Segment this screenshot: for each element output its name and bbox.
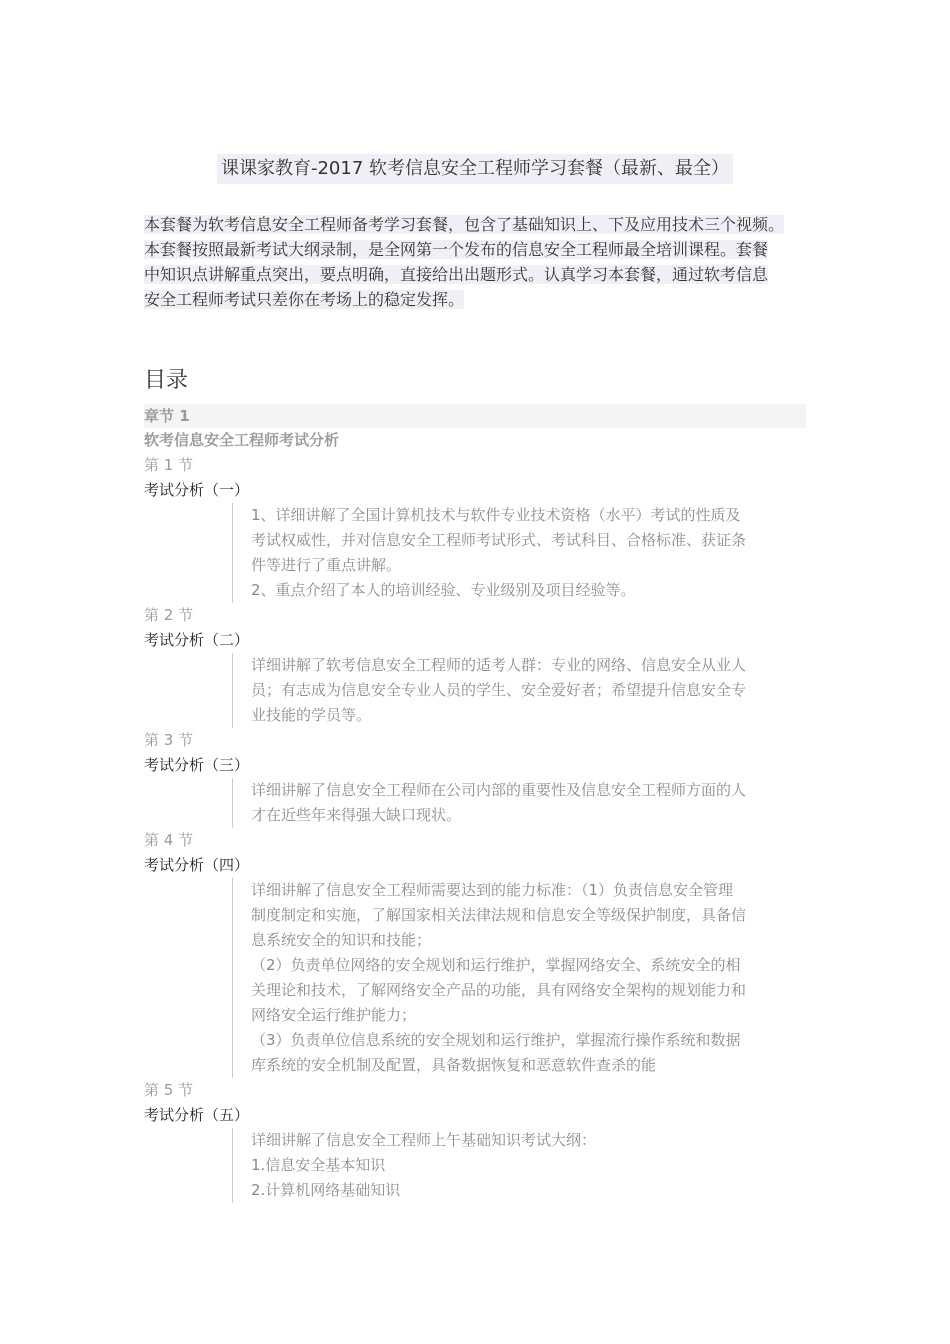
section-description [232, 1128, 806, 1203]
description-line: 详细讲解了信息安全工程师上午基础知识考试大纲： [251, 1131, 597, 1149]
description-line: （2）负责单位网络的安全规划和运行维护，掌握网络安全、系统安全的相 [251, 956, 741, 974]
intro-line: 本套餐按照最新考试大纲录制，是全网第一个发布的信息安全工程师最全培训课程。套餐 [144, 240, 769, 259]
description-line: 才在近些年来得强大缺口现状。 [251, 806, 462, 824]
description-line: 2、重点介绍了本人的培训经验、专业级别及项目经验等。 [251, 581, 636, 599]
description-line: 件等进行了重点讲解。 [251, 556, 402, 574]
section-title[interactable]: 考试分析（一） [144, 481, 250, 499]
description-line: 详细讲解了软考信息安全工程师的适考人群：专业的网络、信息安全从业人 [251, 656, 747, 674]
description-line: 业技能的学员等。 [251, 706, 372, 724]
table-of-contents [144, 404, 806, 1203]
section-title[interactable]: 考试分析（三） [144, 756, 250, 774]
section-title[interactable]: 考试分析（二） [144, 631, 250, 649]
section-description [232, 503, 806, 603]
toc-heading: 目录 [144, 368, 189, 393]
section-title[interactable]: 考试分析（四） [144, 856, 250, 874]
description-line: 1、详细讲解了全国计算机技术与软件专业技术资格（水平）考试的性质及 [251, 506, 741, 524]
section-5 [144, 1078, 806, 1203]
intro-line: 中知识点讲解重点突出，要点明确，直接给出出题形式。认真学习本套餐，通过软考信息 [144, 265, 769, 284]
description-line: （3）负责单位信息系统的安全规划和运行维护，掌握流行操作系统和数据 [251, 1031, 741, 1049]
intro-paragraph [144, 212, 816, 312]
description-line: 详细讲解了信息安全工程师在公司内部的重要性及信息安全工程师方面的人 [251, 781, 747, 799]
section-description [232, 653, 806, 728]
description-line: 详细讲解了信息安全工程师需要达到的能力标准：（1）负责信息安全管理 [251, 881, 734, 899]
section-1 [144, 453, 806, 603]
chapter-title: 软考信息安全工程师考试分析 [144, 431, 340, 449]
chapter-label: 章节 1 [144, 404, 806, 428]
description-line: 库系统的安全机制及配置，具备数据恢复和恶意软件查杀的能 [251, 1056, 657, 1074]
description-line: 1.信息安全基本知识 [251, 1156, 386, 1174]
description-line: 员；有志成为信息安全专业人员的学生、安全爱好者；希望提升信息安全专 [251, 681, 747, 699]
description-line: 网络安全运行维护能力； [251, 1006, 417, 1024]
section-label: 第 3 节 [144, 731, 194, 749]
description-line: 2.计算机网络基础知识 [251, 1181, 401, 1199]
section-3 [144, 728, 806, 828]
description-line: 制度制定和实施，了解国家相关法律法规和信息安全等级保护制度，具备信 [251, 906, 747, 924]
section-2 [144, 603, 806, 728]
section-description [232, 778, 806, 828]
section-title[interactable]: 考试分析（五） [144, 1106, 250, 1124]
description-line: 考试权威性，并对信息安全工程师考试形式、考试科目、合格标准、获证条 [251, 531, 747, 549]
section-label: 第 4 节 [144, 831, 194, 849]
description-line: 关理论和技术，了解网络安全产品的功能，具有网络安全架构的规划能力和 [251, 981, 747, 999]
title-wrap [0, 154, 950, 184]
document-title: 课课家教育-2017 软考信息安全工程师学习套餐（最新、最全） [217, 154, 733, 184]
section-label: 第 1 节 [144, 456, 194, 474]
description-line: 息系统安全的知识和技能； [251, 931, 432, 949]
section-description [232, 878, 806, 1078]
intro-line: 本套餐为软考信息安全工程师备考学习套餐，包含了基础知识上、下及应用技术三个视频。 [144, 215, 785, 234]
intro-line: 安全工程师考试只差你在考场上的稳定发挥。 [144, 290, 465, 309]
section-label: 第 5 节 [144, 1081, 194, 1099]
section-label: 第 2 节 [144, 606, 194, 624]
section-4 [144, 828, 806, 1078]
